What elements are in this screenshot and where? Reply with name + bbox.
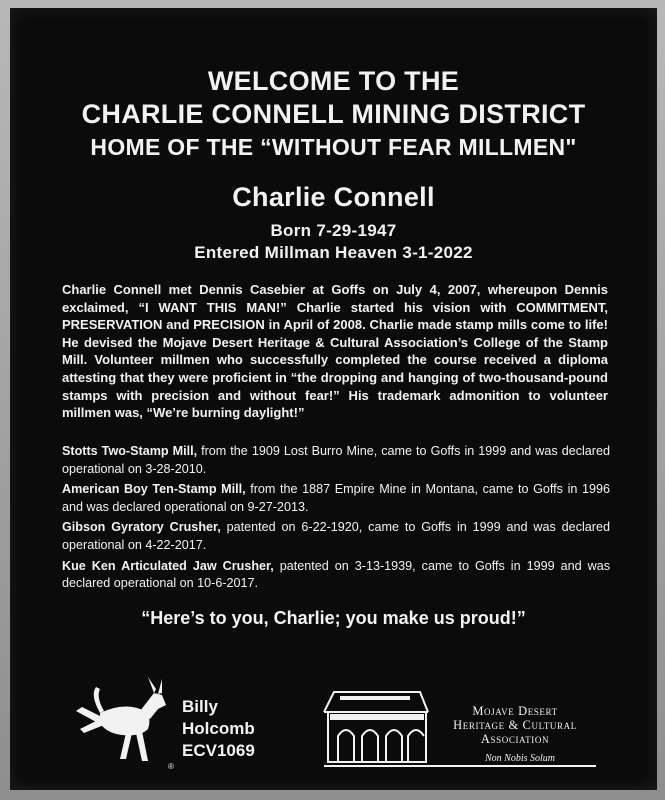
heading-line-3: HOME OF THE “WITHOUT FEAR MILLMEN": [90, 134, 577, 160]
biography-paragraph: Charlie Connell met Dennis Casebier at Goffs on July 4, 2007, whereupon Dennis exclaimed, “I WANT THIS MAN!” Charlie started his vision with COMMITMENT, PRESERVATION and PRECISION in April of 2008. Charlie made stamp mills come to life! He devised the Mojave Desert Heritage & Cultural Association’s College of the Stamp Mill. Volunteer millmen who successfully completed the course received a diploma attesting that they were proficient in “the dropping and hanging of two-thousand-pound stamps with precision and without fear!” His trademark admonition to volunteer millmen was, “We’re burning daylight!”: [62, 282, 608, 421]
memorial-plaque: [10, 8, 657, 790]
mill-entry: [62, 481, 610, 516]
mill-list: [62, 443, 610, 596]
association-motto: Non Nobis Solum: [484, 753, 555, 764]
mill-name: Kue Ken Articulated Jaw Crusher,: [62, 558, 274, 573]
person-name: Charlie Connell: [232, 182, 435, 212]
kicking-donkey-icon: [70, 673, 180, 773]
heading-line-1: WELCOME TO THE: [207, 66, 460, 96]
association-line-2: Heritage & Cultural: [453, 718, 577, 732]
sponsor-line-1: Billy: [182, 697, 218, 716]
mill-name: American Boy Ten-Stamp Mill,: [62, 482, 246, 497]
tribute-quote: “Here’s to you, Charlie; you make us proud!”: [141, 608, 526, 628]
sponsor-line-2: Holcomb: [182, 719, 255, 738]
svg-text:®: ®: [168, 762, 174, 771]
mill-name: Stotts Two-Stamp Mill,: [62, 444, 198, 458]
mill-description: from the 1909 Lost Burro Mine, came to Goffs in 1999 and was declared operational on 3-28-2010.: [62, 444, 610, 476]
mill-description: from the 1887 Empire Mine in Montana, came to Goffs in 1996 and was declared operational on 9-27-2013.: [62, 482, 610, 514]
mill-entry: [62, 519, 610, 554]
death-date: Entered Millman Heaven 3-1-2022: [194, 243, 473, 262]
mill-description: patented on 6-22-1920, came to Goffs in 1999 and was declared operational on 4-22-2017.: [62, 520, 610, 552]
sponsor-block: [182, 696, 255, 762]
heading-line-2: CHARLIE CONNELL MINING DISTRICT: [81, 99, 586, 129]
association-name: [430, 704, 600, 746]
mill-name: Gibson Gyratory Crusher,: [62, 520, 221, 535]
mill-entry: [62, 558, 610, 593]
association-line-1: Mojave Desert: [472, 704, 558, 718]
sponsor-line-3: ECV1069: [182, 741, 255, 760]
birth-date: Born 7-29-1947: [270, 221, 397, 240]
mill-description: patented on 3-13-1939, came to Goffs in 1999 and was declared operational on 10-6-2017.: [62, 558, 611, 591]
mill-entry: [62, 443, 610, 478]
association-line-3: Association: [480, 732, 550, 746]
